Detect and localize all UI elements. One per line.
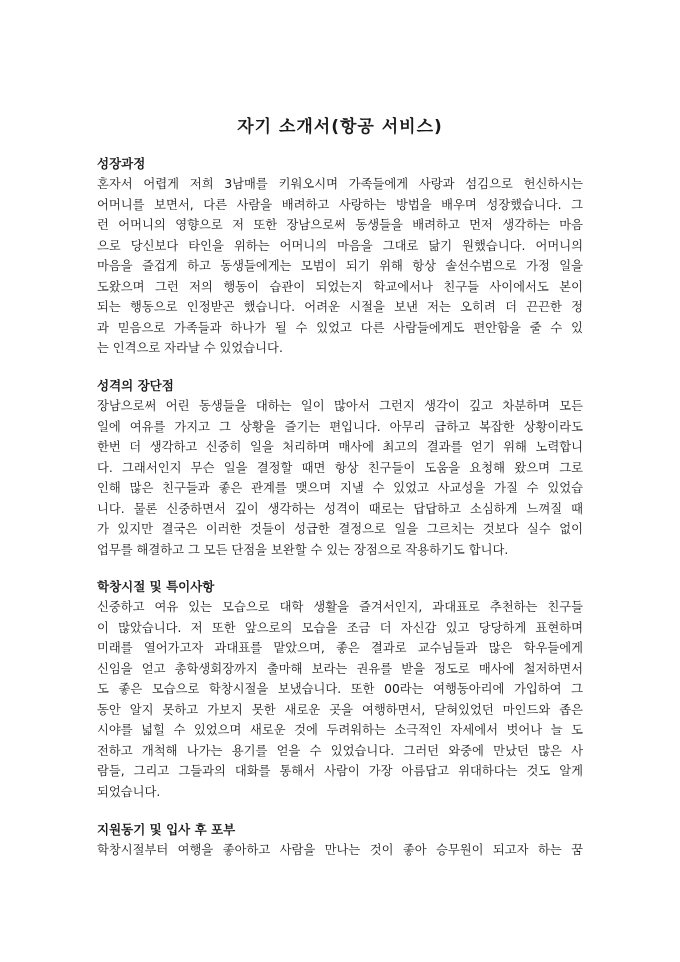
paragraph-line: 람들, 그리고 그들과의 대화를 통해서 사람이 가장 아름답고 위대하다는 것도 알게 [97, 764, 583, 778]
paragraph-line: 과 믿음으로 가족들과 하나가 될 수 있었고 다른 사람들에게도 편안함을 줄 수 있 [97, 320, 583, 335]
section-heading: 지원동기 및 입사 후 포부 [97, 822, 236, 837]
paragraph-line: 되는 행동으로 인정받곤 했습니다. 어려운 시절을 보낸 저는 오히려 더 끈끈한 정 [97, 300, 583, 314]
paragraph-line: 학창시절부터 여행을 좋아하고 사람을 만나는 것이 좋아 승무원이 되고자 하는 꿈 [97, 843, 583, 857]
document-title: 자기 소개서(항공 서비스) [237, 117, 443, 137]
paragraph-line: 인해 많은 친구들과 좋은 관계를 맺으며 지낼 수 있었고 사교성을 가질 수 있었습 [97, 481, 583, 495]
paragraph-line: 으로 당신보다 타인을 위하는 어머니의 마음을 그대로 닮기 원했습니다. 어머니의 [97, 238, 583, 253]
paragraph-line: 도 좋은 모습으로 학창시절을 보냈습니다. 또한 00라는 여행동아리에 가입하여 그 [97, 682, 583, 696]
section-motivation [97, 820, 583, 861]
section-heading: 성격의 장단점 [97, 378, 174, 393]
paragraph-line: 니다. 물론 신중하면서 깊이 생각하는 성격이 때로는 답답하고 소심하게 느껴질 때 [97, 501, 583, 516]
paragraph-line: 가 있지만 결국은 이러한 것들이 성급한 결정으로 일을 그르치는 것보다 실수 없이 [97, 522, 583, 536]
section-school-life [97, 577, 583, 802]
paragraph-line: 신임을 얻고 총학생회장까지 출마해 보라는 권유를 받을 정도로 매사에 철저하면서 [97, 661, 583, 676]
section-heading: 성장과정 [97, 156, 146, 171]
paragraph-line: 마음을 즐겁게 하고 동생들에게는 모범이 되기 위해 항상 솔선수범으로 가정 일을 [97, 259, 583, 273]
paragraph-line: 신중하고 여유 있는 모습으로 대학 생활을 즐겨서인지, 과대표로 추천하는 친구들 [97, 600, 583, 614]
paragraph-line: 장남으로써 어린 동생들을 대하는 일이 많아서 그런지 생각이 깊고 차분하며 모든 [97, 399, 583, 413]
paragraph-line: 는 인격으로 자라날 수 있었습니다. [97, 341, 283, 355]
paragraph-line: 한번 더 생각하고 신중히 일을 처리하며 매사에 최고의 결과를 얻기 위해 노력합니 [97, 440, 583, 454]
paragraph-line: 동안 알지 못하고 가보지 못한 새로운 곳을 여행하면서, 닫혀있었던 마인드와 좁은 [97, 702, 583, 717]
paragraph-line: 미래를 열어가고자 과대표를 맡았으며, 좋은 결과로 교수님들과 많은 학우들에게 [97, 641, 583, 655]
paragraph-line: 혼자서 어렵게 저희 3남매를 키워오시며 가족들에게 사랑과 섬김으로 헌신하시는 [97, 177, 583, 191]
paragraph-line: 런 어머니의 영향으로 저 또한 장남으로써 동생들을 배려하고 먼저 생각하는 마음 [97, 218, 583, 232]
paragraph-line: 일에 여유를 가지고 그 상황을 즐기는 편입니다. 아무리 급하고 복잡한 상황이라도 [97, 419, 583, 434]
paragraph-line: 시야를 넓힐 수 있었으며 새로운 것에 두려워하는 소극적인 자세에서 벗어나 늘 도 [97, 723, 583, 737]
section-personality [97, 376, 583, 560]
paragraph-line: 어머니를 보면서, 다른 사람을 배려하고 사랑하는 방법을 배우며 성장했습니다. 그 [97, 197, 583, 212]
paragraph-line: 다. 그래서인지 무슨 일을 결정할 때면 항상 친구들이 도움을 요청해 왔으며 그로 [97, 460, 583, 475]
paragraph-line: 업무를 해결하고 그 모든 단점을 보완할 수 있는 장점으로 작용하기도 합니다. [97, 542, 509, 557]
paragraph-line: 이 많았습니다. 저 또한 앞으로의 모습을 조금 더 자신감 있고 당당하게 표현하며 [97, 620, 583, 635]
paragraph-line: 전하고 개척해 나가는 용기를 얻을 수 있었습니다. 그러던 와중에 만났던 많은 사 [97, 743, 583, 758]
paragraph-line: 되었습니다. [97, 784, 161, 799]
section-heading: 학창시절 및 특이사항 [97, 579, 215, 594]
paragraph-line: 도왔으며 그런 저의 행동이 습관이 되었는지 학교에서나 친구들 사이에서도 본이 [97, 279, 583, 294]
section-growth [97, 154, 583, 359]
